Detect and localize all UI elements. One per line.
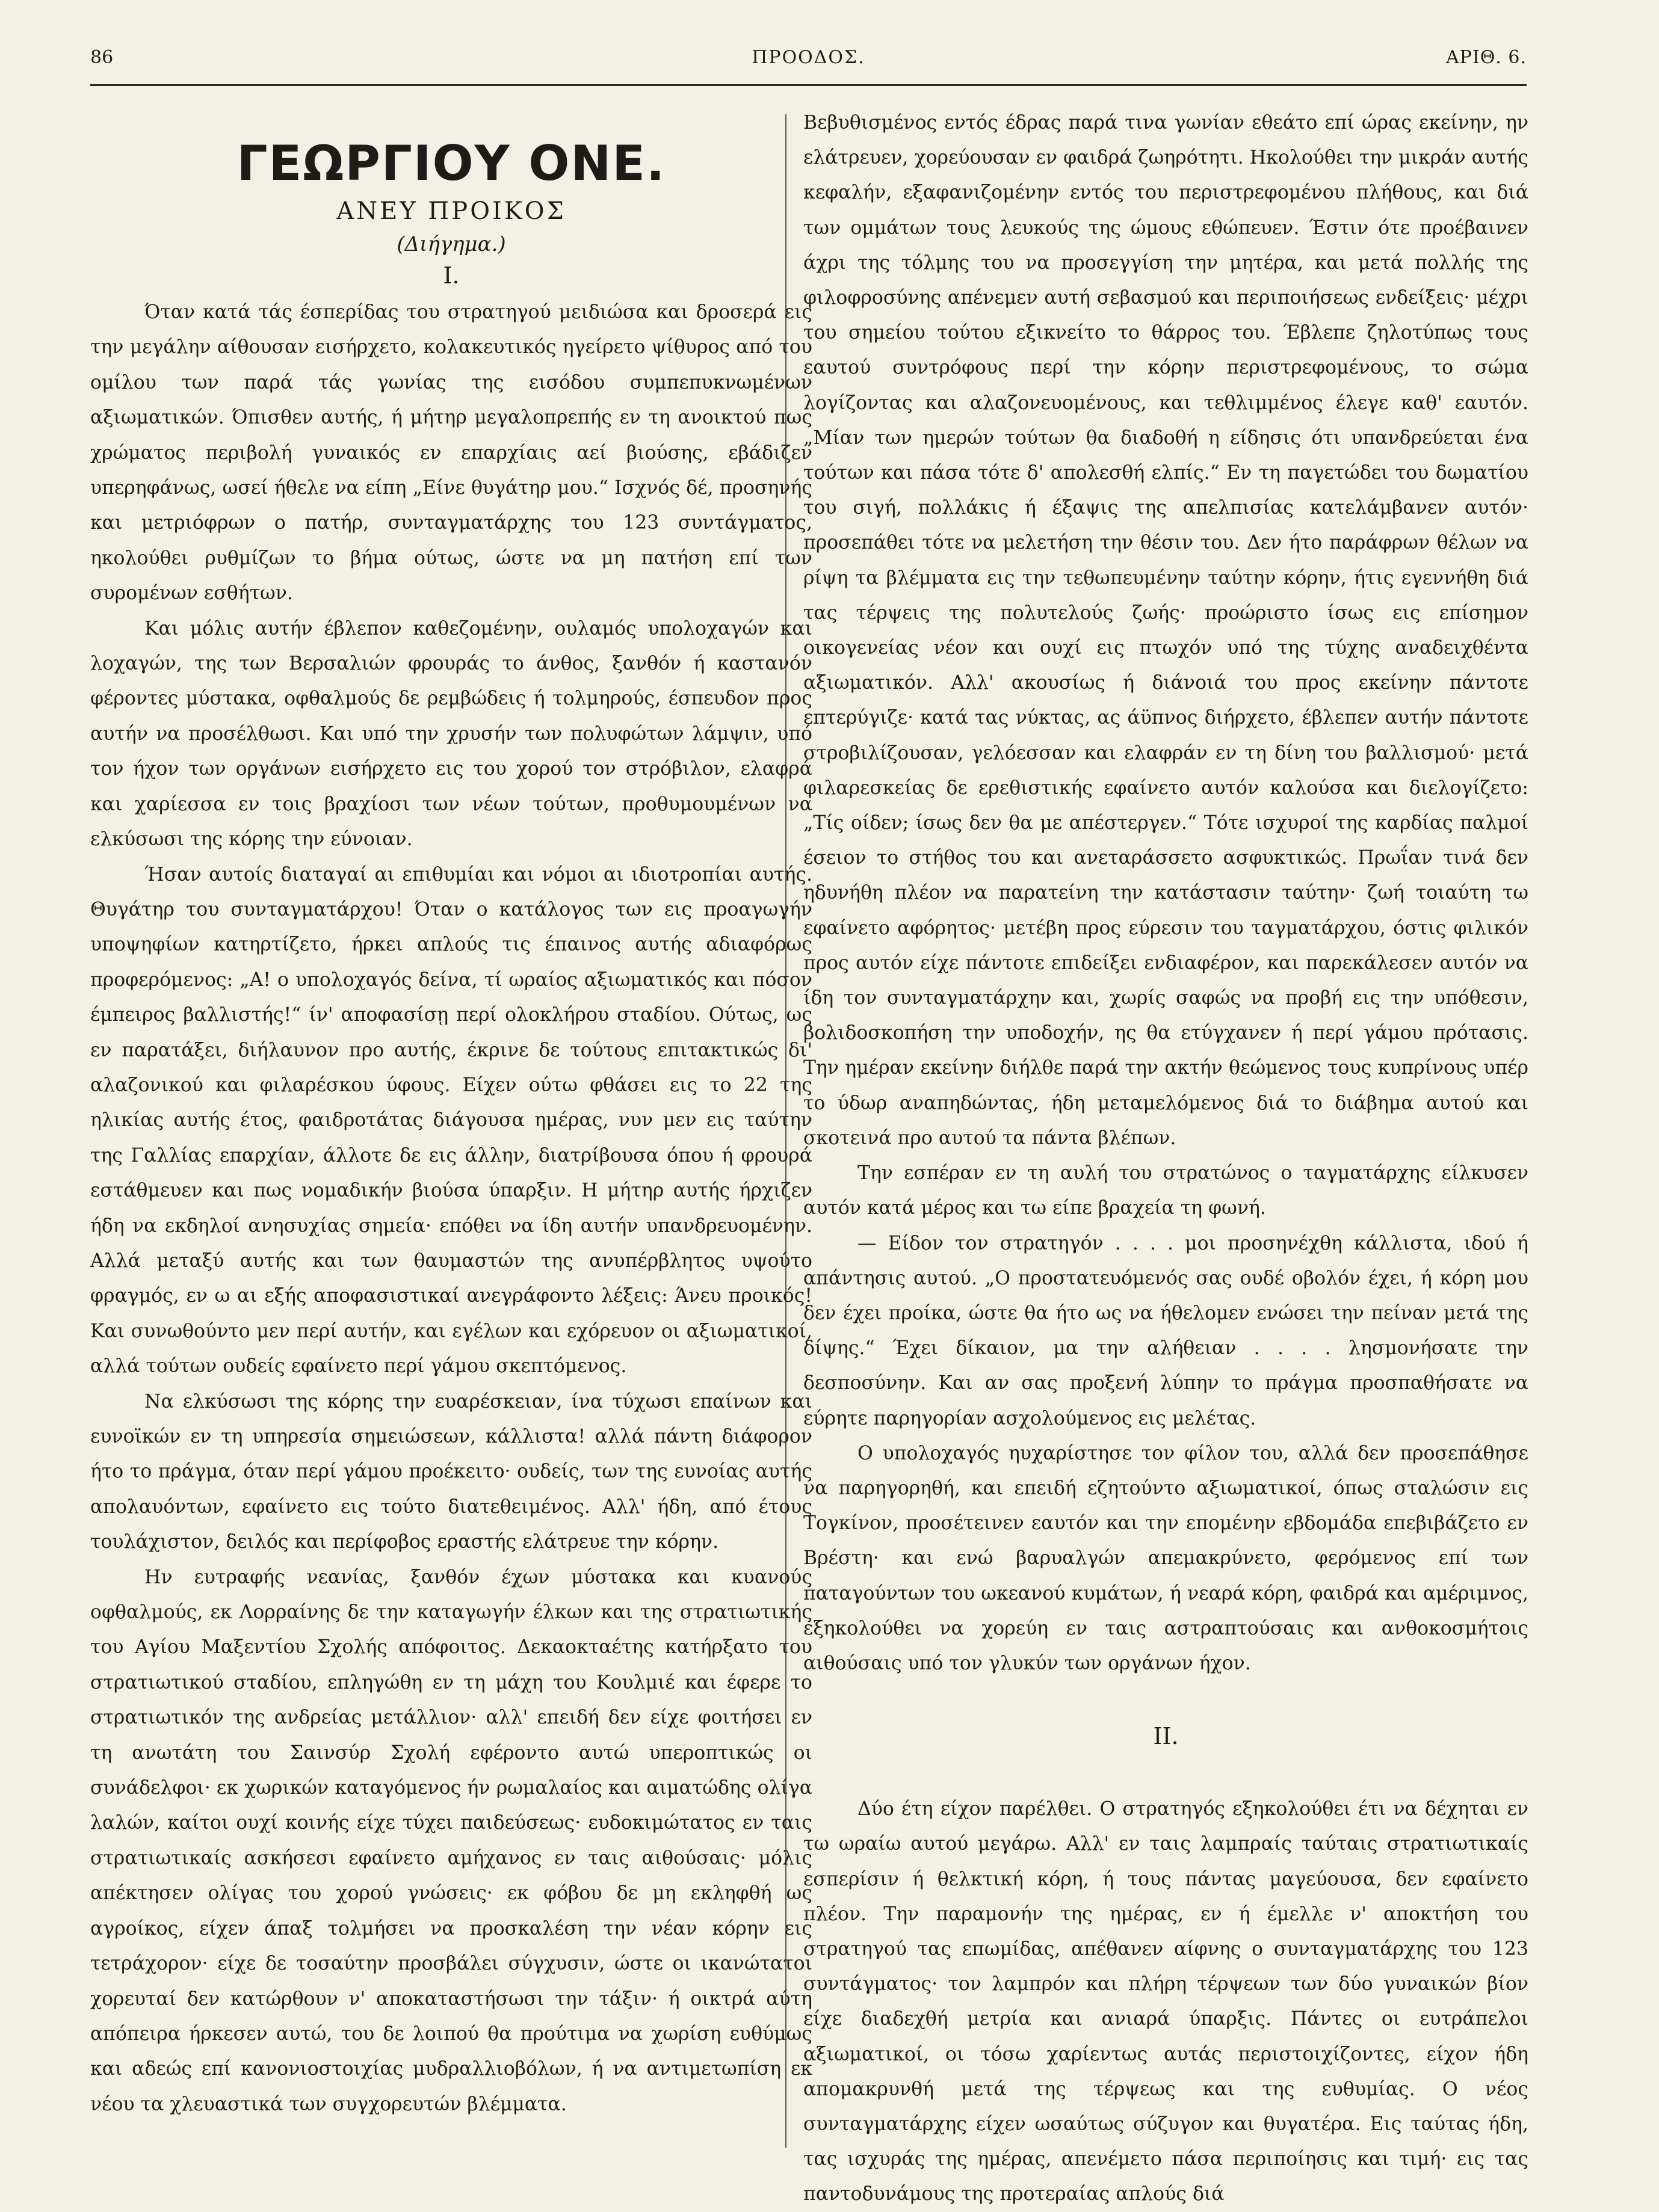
article-title: ΑΝΕΥ ΠΡΟΙΚΟΣ	[336, 197, 566, 225]
section-heading-1: I.	[443, 262, 460, 289]
paragraph: Δύο έτη είχον παρέλθει. Ο στρατηγός εξηκολούθει έτι να δέχηται εν τω ωραίω αυτού μεγάρω. Αλλ' εν ταις λαμπραίς ταύταις στρατιωτικαίς εσπερίσιν ή θελκτική κόρη, ή τους πάντας μαγεύουσα, δεν εφαίνετο πλέον. Την παραμονήν της ημέρας, εν ή έμελλε ν' αποκτήση του στρατηγού τας επωμίδας, απέθανεν αίφνης ο συνταγματάρχης του 123 συντάγματος· τον λαμπρόν και πλήρη τέρψεων των δύο γυναικών βίον είχε διαδεχθή μετρία και ανιαρά ύπαρξις. Πάντες οι ευτράπελοι αξιωματικοί, οι τόσω χαρίεντως αυτάς περιστοιχίζοντες, είχον ήδη απομακρυνθή μετά της τέρψεως και της ευθυμίας. Ο νέος συνταγματάρχης είχεν ωσαύτως σύζυγον και θυγατέρα. Εις ταύτας ήδη, τας ισχυράς της ημέρας, απενέμετο πάσα περιποίησις και τιμή· εις τας παντοδυνάμους της προτεραίας απλούς διά	[803, 1798, 1528, 2205]
right-column	[803, 105, 1528, 2212]
header-rule	[90, 84, 1527, 86]
paragraph: Όταν κατά τάς έσπερίδας του στρατηγού μειδιώσα και δροσερά εις την μεγάλην αίθουσαν εισήρχετο, κολακευτικός ηγείρετο ψίθυρος από του ομίλου των παρά τάς γωνίας της εισόδου συμπεπυκνωμένων αξιωματικών. Όπισθεν αυτής, ή μήτηρ μεγαλοπρεπής εν τη ανοικτού πως χρώματος περιβολή γυναικός εν επαρχίαις αεί βιούσης, εβάδιζεν υπερηφάνως, ωσεί ήθελε να είπη „Είνε θυγάτηρ μου.“ Ισχνός δέ, προσηνής και μετριόφρων ο πατήρ, συνταγματάρχης του 123 συντάγματος, ηκολούθει ρυθμίζων το βήμα ούτως, ώστε να μη πατήση επί των συρομένων εσθήτων.	[90, 301, 812, 605]
running-header	[90, 47, 1527, 83]
paragraph: Ο υπολοχαγός ηυχαρίστησε τον φίλον του, αλλά δεν προσεπάθησε να παρηγορηθή, και επειδή εζητούντο αξιωματικοί, όπως σταλώσιν εις Τογκίνον, προσέτεινεν εαυτόν και την επομένην εβδομάδα επεβιβάζετο εν Βρέστη· και ενώ βαρυαλγών απεμακρύνετο, φερόμενος επί των παταγούντων του ωκεανού κυμάτων, ή νεαρά κόρη, φαιδρά και αμέριμνος, εξηκολούθει να χορεύη εν ταις αστραπτούσαις και ανθοκοσμήτοις αιθούσαις υπό τον γλυκύν των οργάνων ήχον.	[803, 1442, 1528, 1674]
page-number: 86	[90, 47, 114, 68]
section-gap	[803, 1755, 1528, 1791]
left-column	[90, 105, 812, 2122]
paragraph: Ήσαν αυτοίς διαταγαί αι επιθυμίαι και νόμοι αι ιδιοτροπίαι αυτής. Θυγάτηρ του συνταγματάρχου! Όταν ο κατάλογος των εις προαγωγήν υποψηφίων κατηρτίζετο, ήρκει απλούς τις έπαινος αυτής αδιαφόρως προφερόμενος: „Α! ο υπολοχαγός δείνα, τί ωραίος αξιωματικός και πόσον έμπειρος βαλλιστής!“ ίν' αποφασίσῃ περί ολοκλήρου σταδίου. Ούτως, ως εν παρατάξει, διήλαυνον προ αυτής, έκρινε δε τούτους επιτακτικώς δι' αλαζονικού και φιλαρέσκου ύφους. Είχεν ούτω φθάσει εις το 22 της ηλικίας αυτής έτος, φαιδροτάτας διάγουσα ημέρας, νυν μεν εις ταύτην της Γαλλίας επαρχίαν, άλλοτε δε εις άλλην, διατρίβουσα όπου ή φρουρά εστάθμευεν και πως νομαδικήν βιούσα ύπαρξιν. Η μήτηρ αυτής ήρχιζεν ήδη να εκδηλοί ανησυχίας σημεία· επόθει να ίδη αυτήν υπανδρευομένην. Αλλά μεταξύ αυτής και των θαυμαστών της ανυπέρβλητος υψούτο φραγμός, εν ω αι εξής αποφασιστικαί ανεγράφοντο λέξεις: Άνευ προικός! Και συνωθούντο μεν περί αυτήν, και εγέλων και εχόρευον οι αξιωματικοί, αλλά τούτων ουδείς εφαίνετο περί γάμου σκεπτόμενος.	[90, 863, 812, 1378]
section-heading-2: II.	[1153, 1723, 1179, 1750]
paragraph: Βεβυθισμένος εντός έδρας παρά τινα γωνίαν εθεάτο επί ώρας εκείνην, ην ελάτρευεν, χορεύουσαν εν φαιδρά ζωηρότητι. Ηκολούθει την μικράν αυτής κεφαλήν, εξαφανιζομένην εντός του περιστρεφομένου πλήθους, και διά των ομμάτων τους λευκούς της ώμους εθώπευεν. Έστιν ότε προέβαινεν άχρι της τόλμης του να προσεγγίση την μητέρα, και μετά πολλής της φιλοφροσύνης απένεμεν αυτή σεβασμού και περιποιήσεως ενδείξεις· μέχρι του σημείου τούτου εξικνείτο το θάρρος του. Έβλεπε ζηλοτύπως τους εαυτού συντρόφους περί την κόρην περιστρεφομένους, το σώμα λογίζοντας και αλαζονευομένους, και τεθλιμμένος έλεγε καθ' εαυτόν. „Μίαν των ημερών τούτων θα διαδοθή η είδησις ότι υπανδρεύεται ένα τούτων και πάσα τότε δ' απολεσθή ελπίς.“ Εν τη παγετώδει του δωματίου του σιγή, πολλάκις ή έξαψις της απελπισίας κατελάμβανεν αυτόν· προσεπάθει τότε να μελετήση την θέσιν του. Δεν ήτο παράφρων θέλων να ρίψη τα βλέμματα εις την τεθωπευμένην ταύτην κόρην, ήτις εγεννήθη διά τας τέρψεις της πολυτελούς ζωής· προώριστο ίσως εις επίσημον οικογενείας νέον και ουχί εις πτωχόν υπό της τύχης αναδειχθέντα αξιωματικόν. Αλλ' ακουσίως ή διάνοιά του προς εκείνην πάντοτε επτερύγιζε· κατά τας νύκτας, ας άϋπνος διήρχετο, έβλεπεν αυτήν πάντοτε στροβιλίζουσαν, γελόεσσαν και ελαφράν εν τη δίνη του βαλλισμού· μετά φιλαρεσκείας δε ερεθιστικής εφαίνετο αυτόν καλούσα και διελογίζετο: „Τίς οίδεν; ίσως δεν θα με απέστεργεν.“ Τότε ισχυροί της καρδίας παλμοί έσειον το στήθος του και ανεταράσσετο ασφυκτικώς. Πρωΐαν τινά δεν ηδυνήθη πλέον να παρατείνη την κατάστασιν ταύτην· ζωή τοιαύτη τω εφαίνετο αφόρητος· μετέβη προς εύρεσιν του ταγματάρχου, όστις φιλικόν προς αυτόν είχε πάντοτε επιδείξει ενδιαφέρον, και παρεκάλεσεν αυτόν να ίδη τον συνταγματάρχην και, χωρίς σαφώς να προβή εις την υπόθεσιν, βολιδοσκοπήση την υποδοχήν, ης θα ετύγχανεν ή περί γάμου πρότασις. Την ημέραν εκείνην διήλθε παρά την ακτήν θεώμενος τους κυπρίνους υπέρ το ύδωρ αναπηδώντας, ήδη μεταμελόμενος διά το διάβημα αυτού και σκοτεινά προ αυτού τα πάντα βλέπων.	[803, 112, 1528, 1149]
paragraph: Να ελκύσωσι της κόρης την ευαρέσκειαν, ίνα τύχωσι επαίνων και ευνοϊκών εν τη υπηρεσία σημειώσεων, κάλλιστα! αλλά πάντη διάφορον ήτο το πράγμα, όταν περί γάμου προέκειτο· ουδείς, των της ευνοίας αυτής απολαυόντων, εφαίνετο εις τούτο διατεθειμένος. Αλλ' ήδη, από έτους τουλάχιστον, δειλός και περίφοβος εραστής ελάτρευε την κόρην.	[90, 1390, 812, 1553]
paragraph: Την εσπέραν εν τη αυλή του στρατώνος ο ταγματάρχης είλκυσεν αυτόν κατά μέρος και τω είπε βραχεία τη φωνή.	[803, 1162, 1528, 1219]
journal-title: ΠΡΟΟΔΟΣ.	[752, 47, 865, 68]
section-gap	[803, 1681, 1528, 1717]
paragraph: Ην ευτραφής νεανίας, ξανθόν έχων μύστακα και κυανούς οφθαλμούς, εκ Λορραίνης δε την καταγωγήν έλκων και της στρατιωτικής του Αγίου Μαξεντίου Σχολής απόφοιτος. Δεκαοκταέτης κατήρξατο του στρατιωτικού σταδίου, επληγώθη εν τη μάχη του Κουλμιέ και έφερε το στρατιωτικόν της ανδρείας μετάλλιον· αλλ' επειδή δεν είχε φοιτήσει εν τη ανωτάτη του Σαινσύρ Σχολή εφέροντο αυτώ υπεροπτικώς οι συνάδελφοι· εκ χωρικών καταγόμενος ήν ρωμαλαίος και αιματώδης ολίγα λαλών, καίτοι ουχί κοινής είχε τύχει παιδεύσεως· ευδοκιμώτατος εν ταις στρατιωτικαίς ασκήσεσι εφαίνετο αμήχανος εν ταις αιθούσαις· μόλις απέκτησεν ολίγας του χορού γνώσεις· εκ φόβου δε μη εκληφθή ως αγροίκος, είχεν άπαξ τολμήσει να προσκαλέση την νέαν κόρην εις τετράχορον· είχε δε τοσαύτην προσβάλει σύγχυσιν, ώστε οι ικανώτατοι χορευταί δεν κατώρθουν ν' αποκαταστήσωσι την τάξιν· ή οικτρά αύτη απόπειρα ήρκεσεν αυτώ, του δε λοιπού θα προύτιμα να χωρίση ευθύμως και αδεώς επί κανονιοστοιχίας μυδραλλιοβόλων, ή να αντιμετωπίση εκ νέου τα χλευαστικά των συγχορευτών βλέμματα.	[90, 1566, 812, 2115]
article-genre: (Διήγημα.)	[397, 232, 506, 256]
paragraph: — Είδον τον στρατηγόν . . . . μοι προσηνέχθη κάλλιστα, ιδού ή απάντησις αυτού. „Ο προστατευόμενός σας ουδέ οβολόν έχει, ή κόρη μου δεν έχει προίκα, ώστε θα ήτο ως να ήθελομεν ενώσει την πείναν μετά της δίψης.“ Έχει δίκαιον, μα την αλήθειαν . . . . λησμονήσατε την δεσποσύνην. Και αν σας προξενή λύπην το πράγμα προσπαθήσατε να εύρητε παρηγορίαν ασχολούμενος εις μελέτας.	[803, 1232, 1528, 1429]
paragraph: Και μόλις αυτήν έβλεπον καθεζομένην, ουλαμός υπολοχαγών και λοχαγών, της των Βερσαλιών φρουράς το άνθος, ξανθόν ή καστανόν φέροντες μύστακα, οφθαλμούς δε ρεμβώδεις ή τολμηρούς, έσπευδον προς αυτήν να προσέλθωσι. Και υπό την χρυσήν των πολυφώτων λάμψιν, υπό τον ήχον των οργάνων εισήρχετο εις του χορού τον στρόβιλον, ελαφρά και χαρίεσσα εν τοις βραχίοσι των νέων τούτων, προθυμουμένων να ελκύσωσι της κόρης την εύνοιαν.	[90, 617, 812, 851]
issue-number: ΑΡΙΘ. 6.	[1446, 47, 1527, 68]
article-author: ΓΕΩΡΓΙΟΥ ΟΝΕ.	[236, 135, 666, 191]
